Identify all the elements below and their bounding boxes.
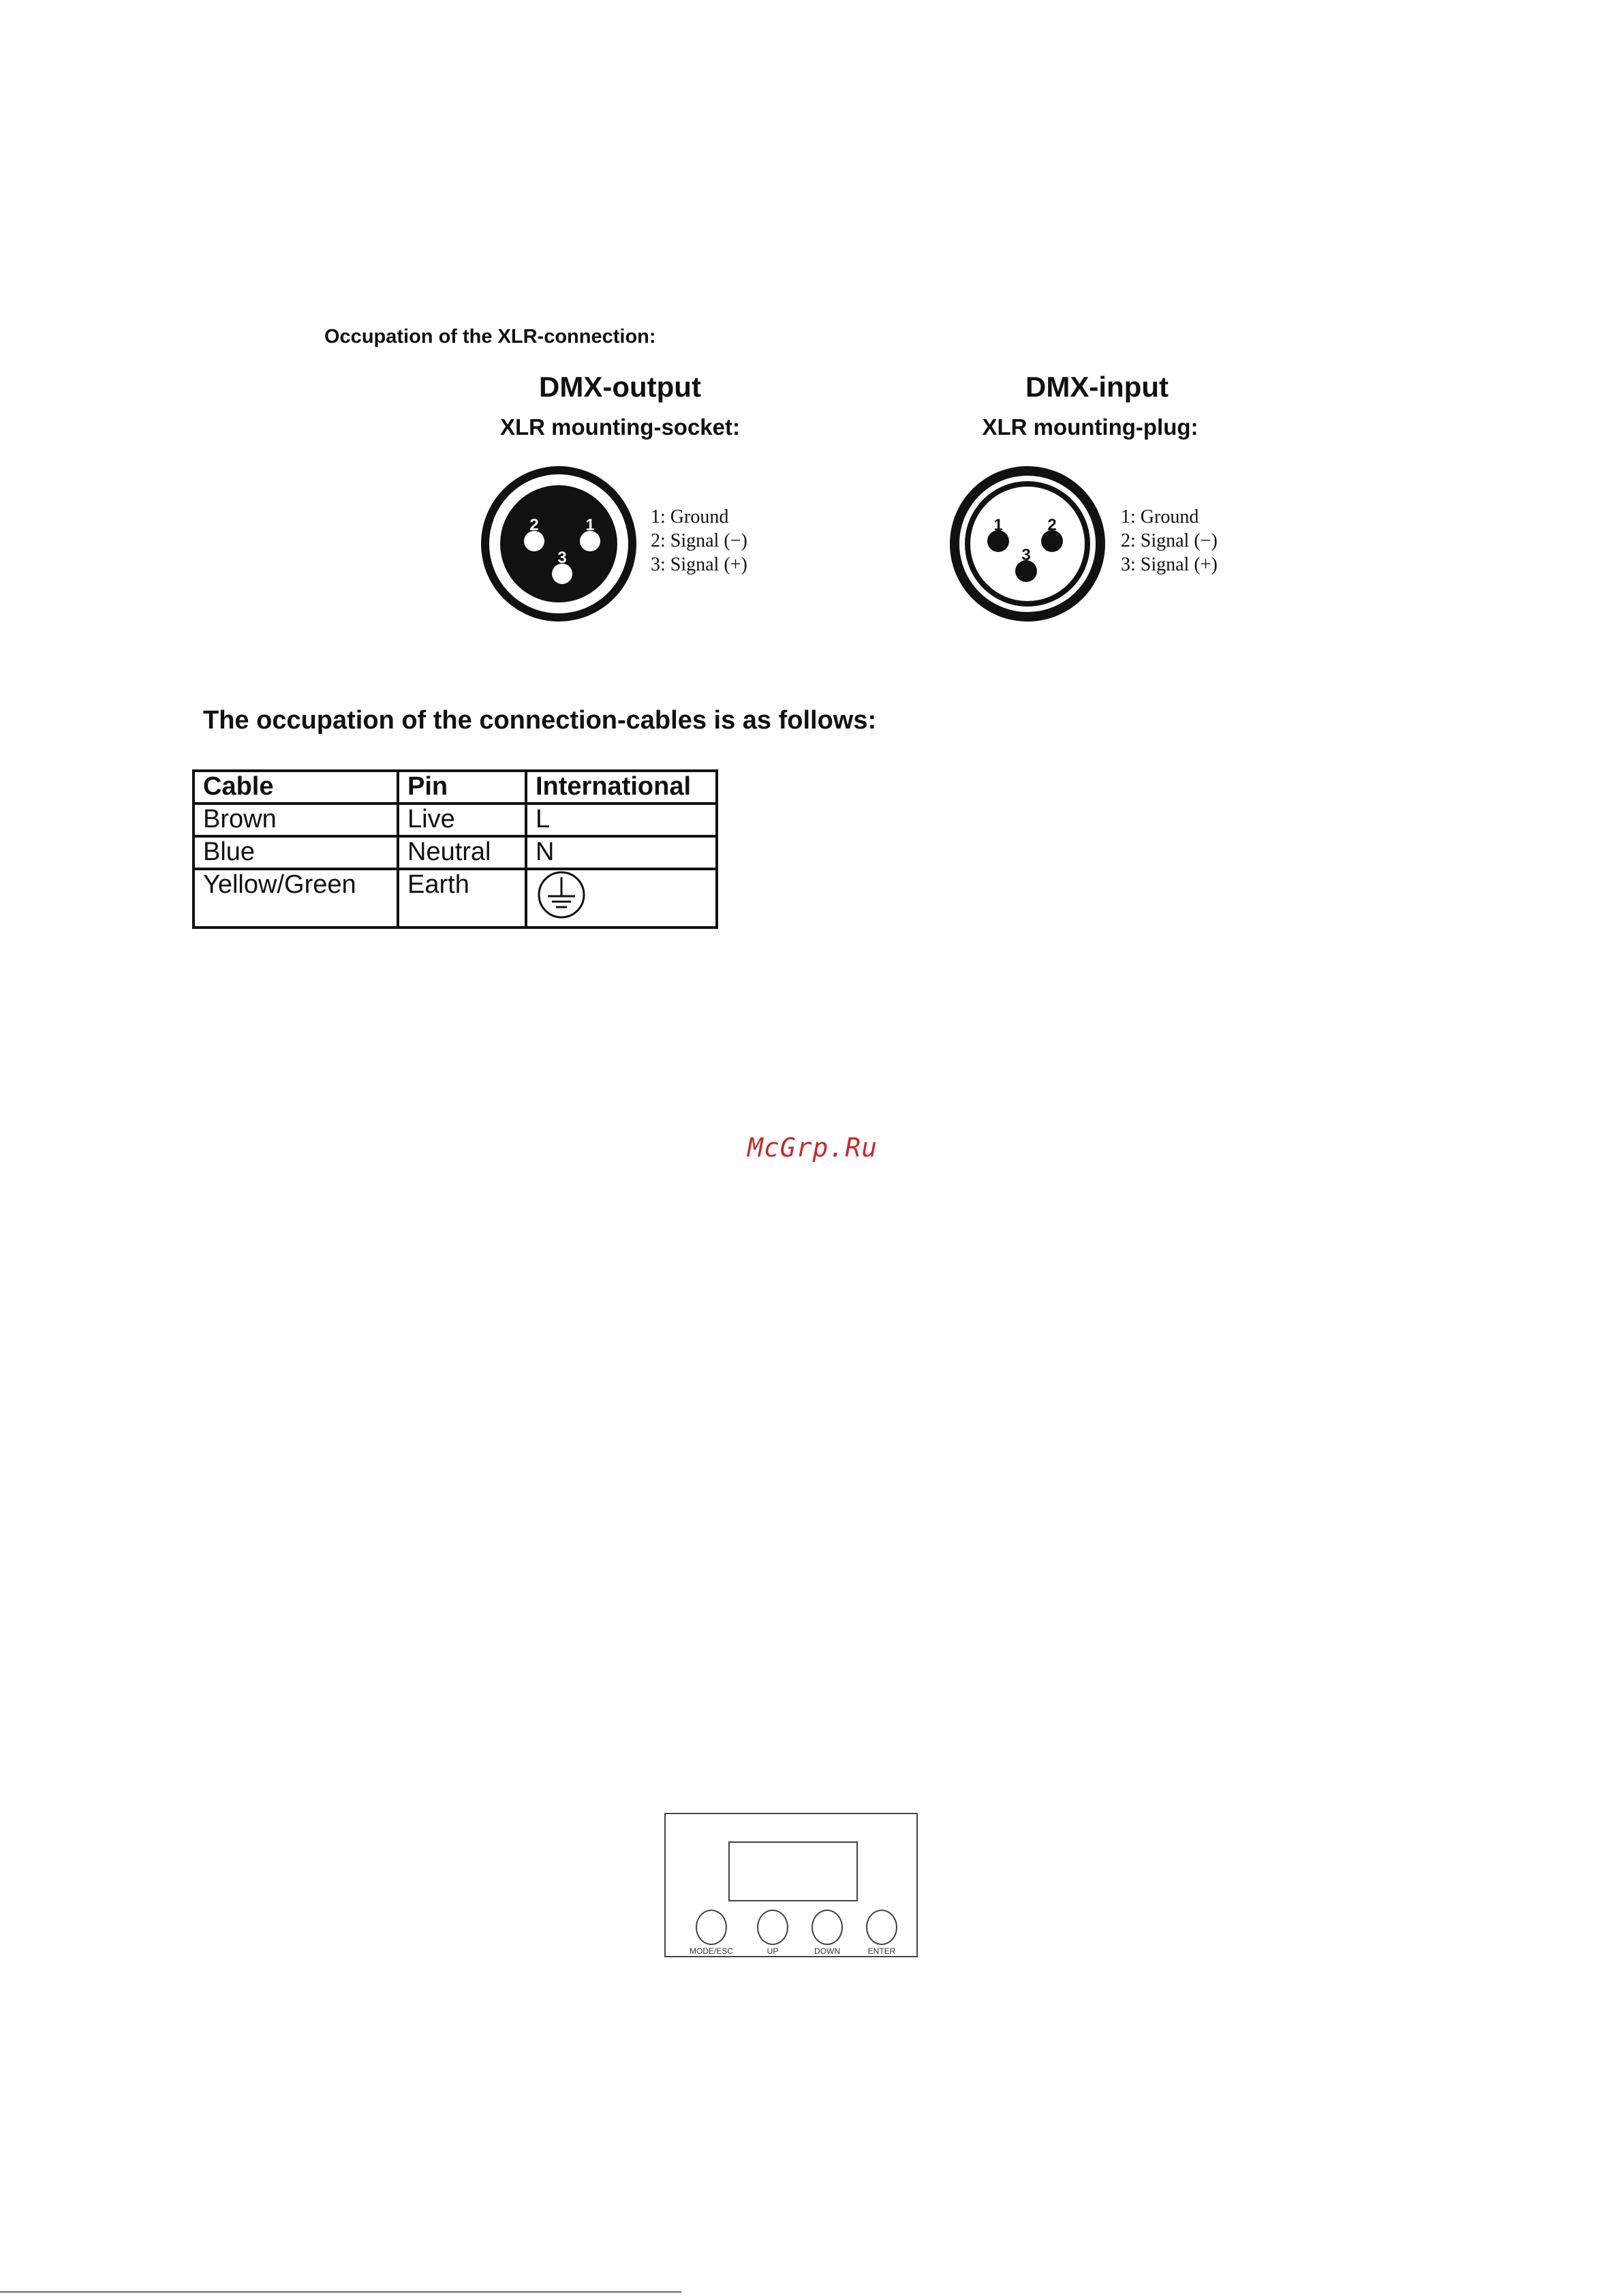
plug-pin-desc: 1: Ground [1121,506,1199,527]
xlr-section-heading: Occupation of the XLR-connection: [324,326,656,348]
table-header-row [194,771,717,803]
xlr-socket-diagram [477,462,640,626]
table-cell: Neutral [398,836,526,869]
table-cell: Live [398,803,526,836]
socket-pin-list [651,505,747,577]
table-cell: Earth [398,869,526,928]
socket-pin-label-2: 2 [529,516,539,534]
table-header-cell: Pin [398,771,526,803]
down-button [812,1910,843,1945]
up-label: UP [767,1946,779,1956]
mode-esc-button [696,1910,727,1945]
plug-pin-label-2: 2 [1047,516,1057,534]
dmx-output-title: DMX-output [539,371,701,403]
table-row [194,803,717,836]
panel-display [728,1841,858,1901]
plug-pin-list [1121,505,1218,577]
table-header-cell: Cable [194,771,398,803]
dmx-input-title: DMX-input [1025,371,1169,403]
cable-table [192,769,718,929]
socket-pin-desc: 2: Signal (−) [651,530,747,551]
table-cell: Blue [194,836,398,869]
table-cell: L [526,803,717,836]
table-row [194,836,717,869]
plug-pin-desc: 2: Signal (−) [1121,530,1218,551]
enter-button [866,1910,897,1945]
cable-section-heading: The occupation of the connection-cables is as follows: [203,706,877,735]
plug-pin-label-3: 3 [1021,546,1031,564]
socket-pin-desc: 3: Signal (+) [651,554,747,575]
xlr-plug-diagram [946,462,1109,626]
enter-label: ENTER [867,1946,896,1956]
table-header-cell: International [526,771,717,803]
dmx-output-subtitle: XLR mounting-socket: [500,414,740,440]
watermark-text: McGrp.Ru [747,1133,878,1163]
table-cell: Yellow/Green [194,869,398,928]
plug-pin-label-1: 1 [993,516,1003,534]
table-cell: Brown [194,803,398,836]
socket-pin-label-3: 3 [557,549,567,567]
table-row [194,869,717,928]
socket-pin-desc: 1: Ground [651,506,729,527]
plug-pin-desc: 3: Signal (+) [1121,554,1218,575]
table-cell-earth [526,869,717,928]
control-panel-diagram [664,1813,918,1957]
up-button [757,1910,788,1945]
footer-divider [0,2291,681,2293]
table-cell: N [526,836,717,869]
earth-ground-icon [536,870,587,919]
mode-esc-label: MODE/ESC [689,1946,733,1956]
socket-pin-label-1: 1 [585,516,595,534]
down-label: DOWN [814,1946,840,1956]
dmx-input-subtitle: XLR mounting-plug: [982,414,1199,440]
